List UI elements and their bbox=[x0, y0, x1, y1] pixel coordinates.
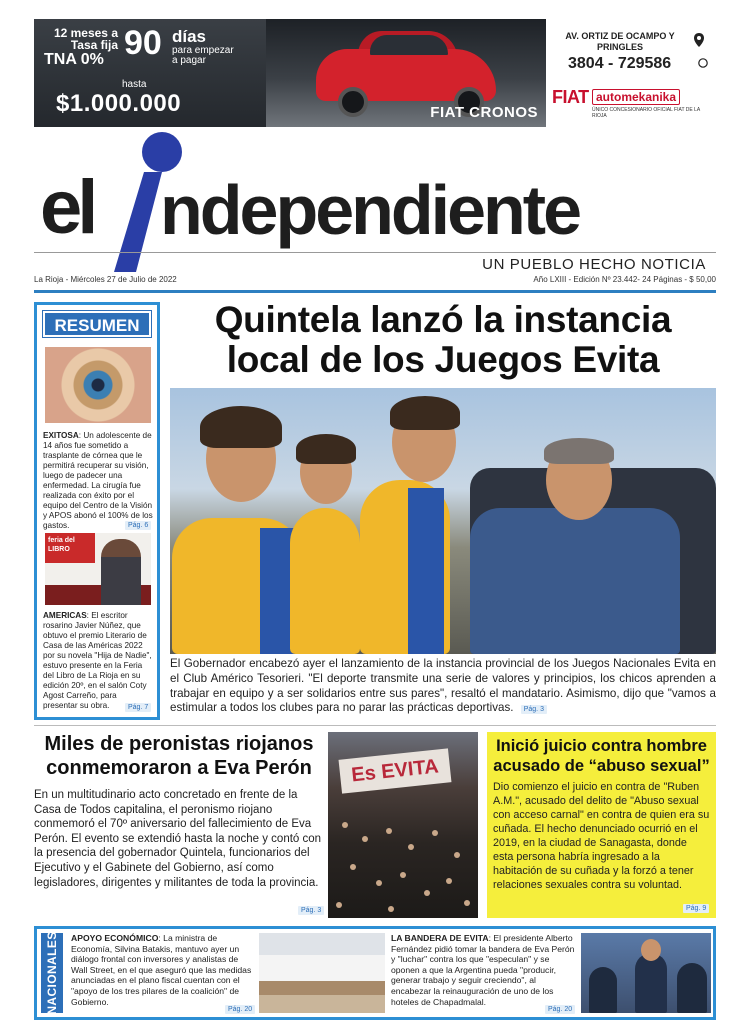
fiat-brand: FIAT bbox=[552, 87, 589, 107]
photo-governor-suit bbox=[470, 508, 680, 654]
photo-person-suit bbox=[677, 963, 707, 1013]
ad-phone: 3804 - 729586 bbox=[568, 55, 672, 72]
photo-president-head bbox=[641, 939, 661, 961]
juicio-story-body: Dio comienzo el juicio en contra de "Ruben A.M.", acusado del delito de "Abuso sexual con acceso carnal" en contra de quien era su cuñada. El hecho denunciado ocurrió en el 2019, en la ciudad de Sanagasta, donde esta persona habría ingresado a la habitación de su cuñada y la forzó a tener relaciones sexuales contra su voluntad. bbox=[493, 781, 710, 891]
whatsapp-icon bbox=[698, 58, 708, 68]
eva-peron-crowd-photo bbox=[328, 732, 478, 918]
car-wheel-front bbox=[338, 87, 368, 117]
masthead-rule bbox=[34, 252, 716, 253]
peron-headline[interactable]: Miles de peronistas riojanos conmemoraron a Eva Perón bbox=[44, 733, 314, 779]
dealer-subtitle: ÚNICO CONCESIONARIO OFICIAL FIAT DE LA RIOJA bbox=[592, 107, 700, 119]
ad-days-number: 90 bbox=[124, 24, 162, 62]
main-story-body bbox=[170, 657, 716, 718]
nacionales-item-evita[interactable] bbox=[391, 933, 577, 1007]
crowd-person bbox=[446, 878, 452, 884]
dateline bbox=[34, 275, 716, 289]
page-ref[interactable]: Pág. 3 bbox=[298, 906, 324, 915]
president-event-photo bbox=[581, 933, 711, 1013]
crowd-person bbox=[424, 890, 430, 896]
photo-president-suit bbox=[635, 953, 667, 1013]
crowd-banner: Es EVITA bbox=[339, 748, 452, 793]
logo-el: el bbox=[40, 165, 94, 250]
ad-car-image bbox=[266, 19, 546, 127]
crowd-person bbox=[342, 822, 348, 828]
ad-dealer-panel bbox=[546, 19, 716, 127]
juicio-headline[interactable]: Inició juicio contra hombre acusado de “abuso sexual” bbox=[493, 737, 710, 775]
photo-governor-hair bbox=[544, 438, 614, 464]
crowd-person bbox=[432, 830, 438, 836]
resumen-item-americas[interactable] bbox=[43, 611, 153, 711]
resumen-item-lead: AMERICAS bbox=[43, 611, 87, 620]
ad-rate-type: Tasa fija bbox=[70, 38, 118, 52]
eye-photo bbox=[45, 347, 151, 423]
crowd-person bbox=[400, 872, 406, 878]
crowd-person bbox=[388, 906, 394, 912]
nacionales-item-economia[interactable] bbox=[71, 933, 255, 1007]
main-story-text: El Gobernador encabezó ayer el lanzamiento de la instancia provincial de los Juegos Nacionales Evita en el Club Américo Tesorieri. "El deporte transmite una serie de valores y principios, los chicos aprenden a trabajar en equipo y a ser solidarios entre sus pares", resaltó el mandatario. Asimismo, dijo que "vamos a estimular a todos los clubes para no parar las prácticas deportivas. bbox=[170, 657, 716, 715]
photo-person-suit bbox=[589, 967, 617, 1013]
resumen-item-exitosa[interactable] bbox=[43, 431, 153, 531]
ad-upto: hasta bbox=[122, 79, 147, 90]
crowd-person bbox=[454, 852, 460, 858]
photo-player-shirt bbox=[290, 508, 360, 654]
logo-i-stem-icon bbox=[114, 172, 162, 272]
resumen-sidebar bbox=[34, 302, 160, 720]
main-story-photo bbox=[170, 388, 716, 654]
crowd-person bbox=[336, 902, 342, 908]
main-headline[interactable]: Quintela lanzó la instancia local de los Juegos Evita bbox=[214, 299, 672, 380]
nacionales-item-lead: LA BANDERA DE EVITA bbox=[391, 933, 489, 943]
ad-tna: TNA 0% bbox=[44, 51, 104, 68]
tagline: UN PUEBLO HECHO NOTICIA bbox=[482, 256, 706, 273]
logo-independiente: ndependiente bbox=[160, 171, 580, 249]
nacionales-item-text: : La ministra de Economía, Silvina Batakis, mantuvo ayer un diálogo frontal con inversores y analistas de Wall Street, en el que aseguró que las medidas anunciadas en el plano fiscal cuentan con el "apoyo de los tres pilares de la coalición" de Gobierno. bbox=[71, 933, 252, 1007]
ad-months: 12 meses a bbox=[53, 26, 118, 40]
book-fair-photo bbox=[45, 533, 151, 605]
crowd-person bbox=[408, 844, 414, 850]
ad-model: FIAT CRONOS bbox=[430, 104, 538, 121]
crowd-person bbox=[464, 900, 470, 906]
page-ref[interactable]: Pág. 7 bbox=[125, 703, 151, 712]
resumen-item-lead: EXITOSA bbox=[43, 431, 79, 440]
page-ref[interactable]: Pág. 20 bbox=[225, 1005, 255, 1014]
fiat-dealer-logo bbox=[548, 83, 712, 121]
photo-player-hair bbox=[200, 406, 282, 448]
page-ref[interactable]: Pág. 6 bbox=[125, 521, 151, 530]
ad-days-word: días bbox=[172, 27, 207, 46]
page-ref[interactable]: Pág. 3 bbox=[521, 705, 547, 714]
nacionales-section bbox=[34, 926, 716, 1020]
logo-i-dot-icon bbox=[142, 132, 182, 172]
juicio-story-box bbox=[487, 732, 716, 918]
ad-days-sub: para empezar a pagar bbox=[172, 45, 234, 66]
book-fair-banner: feria del LIBRO bbox=[45, 533, 95, 563]
ad-amount: $1.000.000 bbox=[56, 90, 182, 117]
top-advertisement[interactable] bbox=[34, 19, 716, 127]
peron-story-body bbox=[34, 788, 324, 890]
economy-meeting-photo bbox=[259, 933, 385, 1013]
ad-address: AV. ORTIZ DE OCAMPO Y PRINGLES bbox=[565, 31, 675, 52]
crowd-person bbox=[376, 880, 382, 886]
photo-player-hair bbox=[390, 396, 460, 430]
photo-player-hair bbox=[296, 434, 356, 464]
peron-story-text: En un multitudinario acto concretado en frente de la Casa de Todos capitalina, el peronismo riojano conmemoró el 70º aniversario del fallecimiento de Eva Perón. El evento se extendió hasta la noche y contó con la presencia del gobernador Quintela, funcionarios del Ejecutivo y el Gabinete del Gobierno, así como legisladores, dirigentes y militantes de toda la provincia. bbox=[34, 789, 322, 889]
crowd-person bbox=[362, 836, 368, 842]
dealer-name: automekanika bbox=[592, 89, 680, 105]
photo-person bbox=[101, 539, 141, 605]
section-rule bbox=[34, 725, 716, 726]
resumen-title: RESUMEN bbox=[43, 311, 151, 337]
issue-date: La Rioja - Miércoles 27 de Julio de 2022 bbox=[34, 275, 177, 284]
blue-divider bbox=[34, 290, 716, 293]
page-ref[interactable]: Pág. 9 bbox=[683, 904, 709, 913]
edition-info: Año LXIII - Edición Nº 23.442- 24 Páginas - $ 50,00 bbox=[533, 275, 716, 284]
resumen-item-text: : Un adolescente de 14 años fue sometido a trasplante de córnea que le permitirá recuperar su visión, luego de padecer una enfermedad. La cirugía fue realizada con éxito por el equipo del Centro de la Visión y APOS abonó el 100% de los gastos. bbox=[43, 431, 153, 530]
masthead bbox=[34, 132, 716, 282]
crowd-person bbox=[350, 864, 356, 870]
car-window bbox=[370, 35, 448, 55]
ad-financing-panel bbox=[34, 19, 266, 127]
resumen-item-text: : El escritor rosarino Javier Núñez, que obtuvo el premio Literario de Casa de las Américas 2022 por su novela "Hija de Nadie", estuvo presente en la Feria del Libro de La Rioja en su edición 20º, en el salón Coty Agost Carreño, para presentar su obra. bbox=[43, 611, 152, 710]
photo-player-stripe bbox=[408, 488, 444, 654]
nacionales-label-text: NACIONALES bbox=[45, 931, 59, 1015]
nacionales-item-lead: APOYO ECONÓMICO bbox=[71, 933, 159, 943]
nacionales-label bbox=[41, 933, 63, 1013]
crowd-person bbox=[386, 828, 392, 834]
page-ref[interactable]: Pág. 20 bbox=[545, 1005, 575, 1014]
nacionales-item-text: : El presidente Alberto Fernández pidió tomar la bandera de Eva Perón y "luchar" contra los que "especulan" y se oponen a que la Argentina pueda "producir, generar trabajo y seguir creciendo", al encabezar la reinauguración de uno de los hoteles de Chapadmalal. bbox=[391, 933, 575, 1007]
location-pin-icon bbox=[694, 33, 704, 47]
